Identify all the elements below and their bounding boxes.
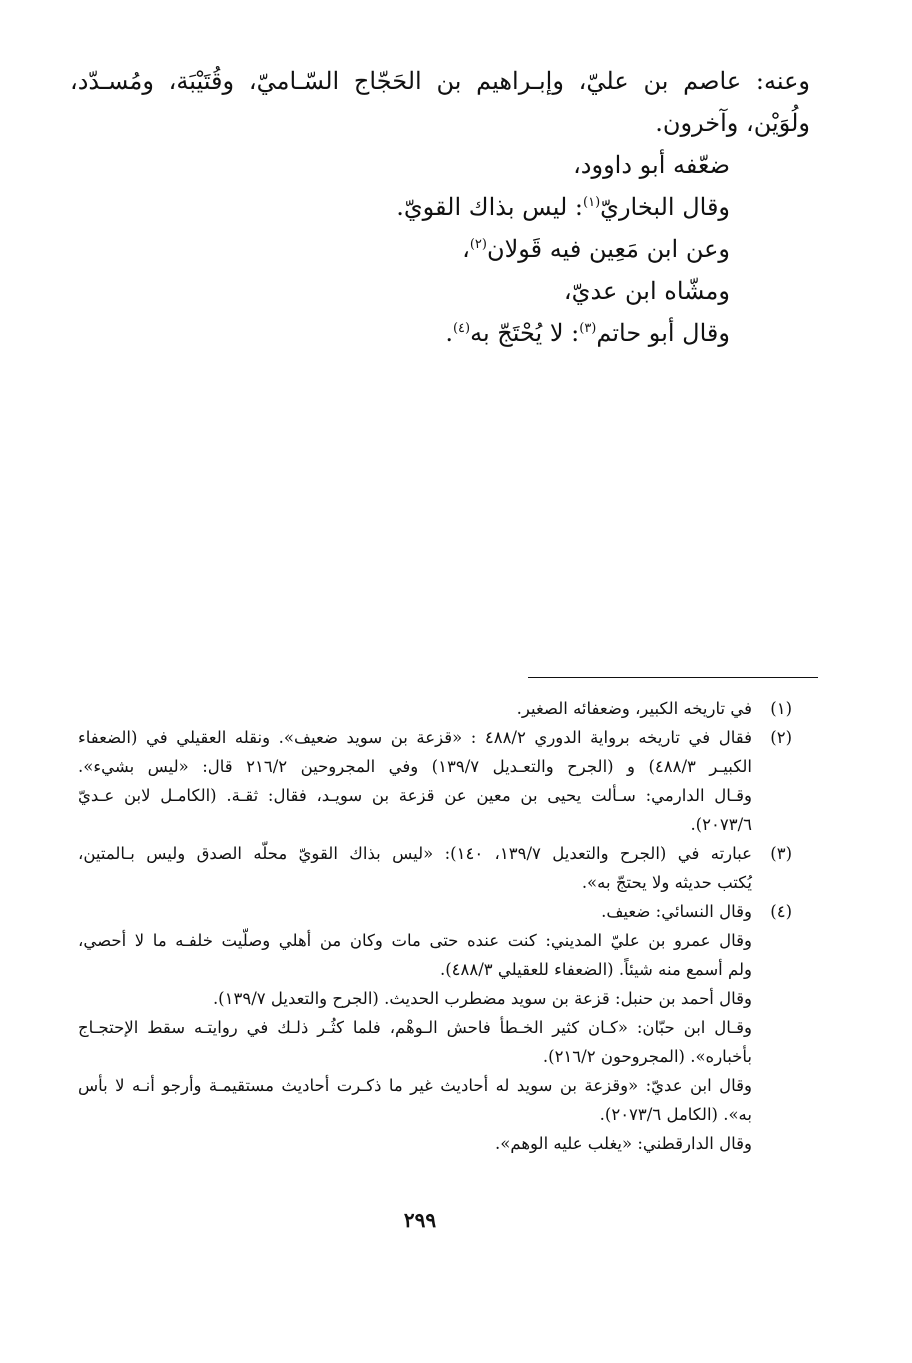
footnote-line: يُكتب حديثه ولا يحتجّ به». bbox=[581, 873, 752, 892]
main-text-segment: وقال أبو حاتم bbox=[596, 319, 730, 347]
footnote-line: الكبيـر ٤٨٨/٣) و (الجرح والتعـديل ١٣٩/٧) وفي المجروحين ٢١٦/٢ قال: «ليس بشيء». bbox=[78, 757, 752, 776]
footnote-number: (٢) bbox=[770, 728, 792, 747]
footnote-4 bbox=[78, 897, 792, 1158]
footnote-line: وقال النسائي: ضعيف. bbox=[601, 902, 752, 921]
footnote-number: (٤) bbox=[770, 902, 792, 921]
main-line: ومشّاه ابن عديّ، bbox=[563, 277, 730, 305]
footnote-line: وقال أحمد بن حنبل: قزعة بن سويد مضطرب الحديث. (الجرح والتعديل ١٣٩/٧). bbox=[212, 989, 752, 1008]
main-line bbox=[70, 186, 810, 228]
footnote-line: ولم أسمع منه شيئاً. (الضعفاء للعقيلي ٤٨٨/٣). bbox=[439, 960, 752, 979]
page-number: ٢٩٩ bbox=[403, 1208, 437, 1232]
footnote-number: (١) bbox=[770, 699, 792, 718]
main-line: ولُوَيْن، وآخرون. bbox=[655, 109, 810, 137]
footnote-number: (٣) bbox=[770, 844, 792, 863]
main-text-segment: وعن ابن مَعِين فيه قَولان bbox=[486, 235, 730, 263]
footnote-marker[interactable]: (٤) bbox=[452, 321, 471, 336]
main-text bbox=[70, 60, 810, 354]
main-line: ضعّفه أبو داوود، bbox=[573, 151, 730, 179]
footnote-2 bbox=[78, 723, 792, 839]
footnote-line: وقال الدارقطني: «يغلب عليه الوهم». bbox=[495, 1134, 752, 1153]
footnote-line: به». (الكامل ٢٠٧٣/٦). bbox=[599, 1105, 752, 1124]
footnote-line: عبارته في (الجرح والتعديل ١٣٩/٧، ١٤٠): «ليس بذاك القويّ محلّه الصدق وليس بـالمتين، bbox=[78, 844, 752, 863]
main-line: وعنه: عاصم بن عليّ، وإبـراهيم بن الحَجّاج السّـاميّ، وقُتَيْبَة، ومُسـدّد، bbox=[70, 67, 811, 95]
main-line bbox=[70, 312, 810, 354]
main-text-segment: . bbox=[445, 319, 453, 347]
footnote-line: فقال في تاريخه برواية الدوري ٤٨٨/٢ : «قزعة بن سويد ضعيف». ونقله العقيلي في (الضعفاء bbox=[78, 728, 752, 747]
footnote-marker[interactable]: (١) bbox=[583, 195, 601, 210]
footnote-line: ٢٠٧٣/٦). bbox=[690, 815, 752, 834]
footnotes bbox=[78, 694, 792, 1158]
footnote-1 bbox=[78, 694, 792, 723]
footnote-3 bbox=[78, 839, 792, 897]
footnote-marker[interactable]: (٣) bbox=[579, 321, 597, 336]
footnote-line: في تاريخه الكبير، وضعفائه الصغير. bbox=[516, 699, 752, 718]
footnote-line: وقـال ابن حبّان: «كـان كثير الخـطأ فاحش الـوهْم، فلما كثُـر ذلـك في روايتـه سقط الإحتجـاج bbox=[78, 1018, 752, 1037]
main-text-segment: : ليس بذاك القويّ. bbox=[396, 193, 584, 221]
footnote-line: بأخباره». (المجروحون ٢١٦/٢). bbox=[542, 1047, 752, 1066]
footnote-line: وقال عمرو بن عليّ المديني: كنت عنده حتى مات وكان من أهلي وصلّيت خلفـه ما لا أحصي، bbox=[78, 931, 752, 950]
main-text-segment: : لا يُحْتَجّ به bbox=[470, 319, 580, 347]
footnote-line: وقال ابن عديّ: «وقزعة بن سويد له أحاديث غير ما ذكـرت أحاديث مستقيمـة وأرجو أنـه لا بأس bbox=[78, 1076, 752, 1095]
main-text-segment: وقال البخاريّ bbox=[600, 193, 730, 221]
footnote-separator bbox=[528, 677, 818, 678]
main-line bbox=[70, 228, 810, 270]
footnote-line: وقـال الدارمي: سـألت يحيى بن معين عن قزعة بن سويـد، فقال: ثقـة. (الكامـل لابن عـديّ bbox=[78, 786, 752, 805]
footnote-marker[interactable]: (٢) bbox=[469, 237, 487, 252]
main-text-segment: ، bbox=[462, 235, 470, 263]
